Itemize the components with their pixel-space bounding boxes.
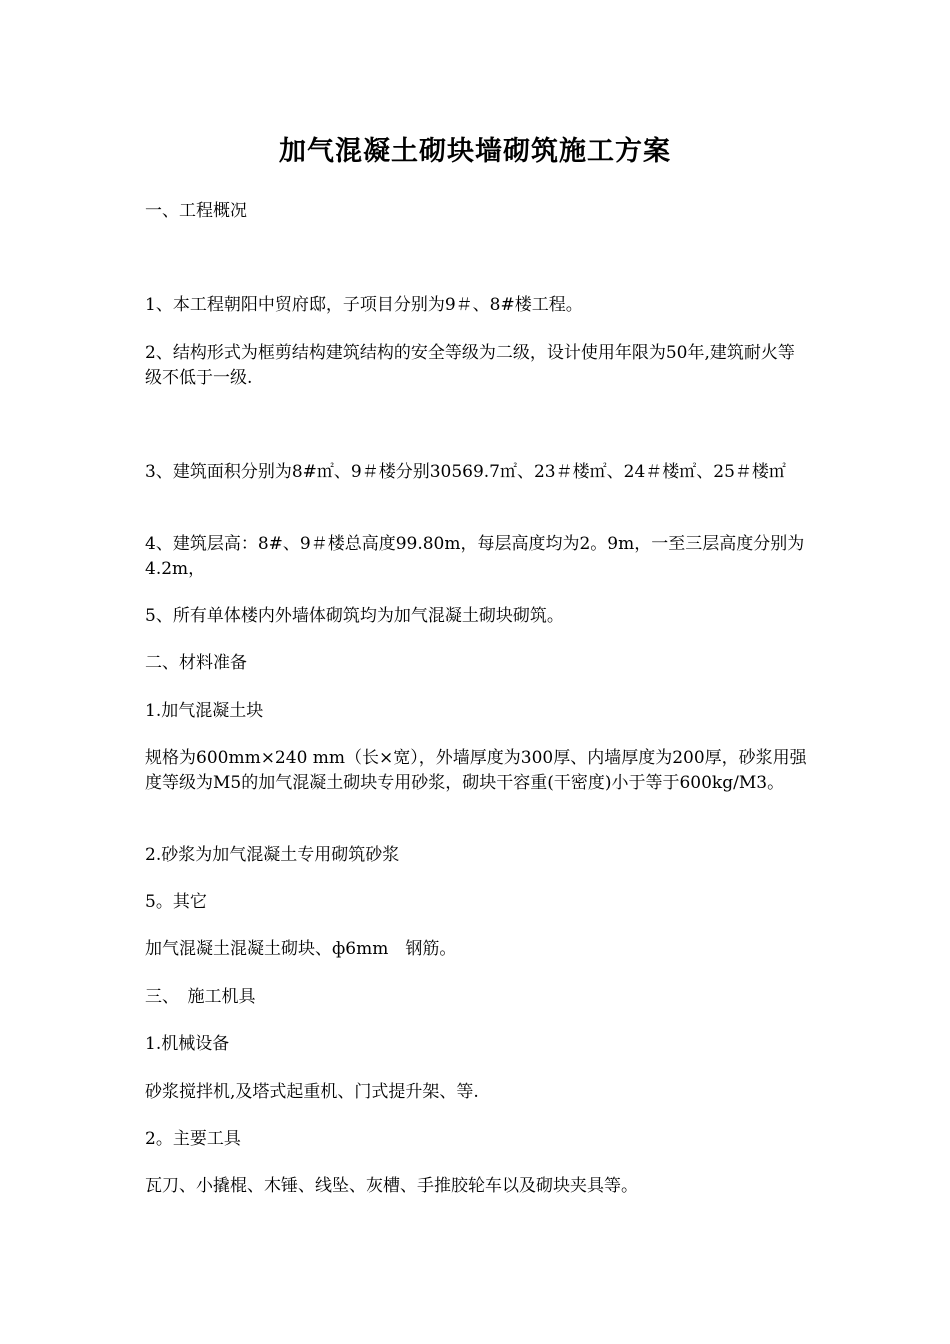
paragraph-floor-height: 4、建筑层高：8#、9＃楼总高度99.80m，每层高度均为2。9m，一至三层高度分别为4.2m，: [145, 534, 805, 579]
section-heading-overview: 一、工程概况: [145, 201, 247, 221]
section-heading-equipment: 三、 施工机具: [145, 987, 256, 1007]
paragraph-project-name: 1、本工程朝阳中贸府邸，子项目分别为9＃、8#楼工程。: [145, 295, 583, 315]
paragraph-wall-material: 5、所有单体楼内外墙体砌筑均为加气混凝土砌块砌筑。: [145, 606, 564, 626]
subheading-other: 5。其它: [145, 892, 207, 912]
paragraph-machinery-list: 砂浆搅拌机,及塔式起重机、门式提升架、等.: [145, 1082, 479, 1102]
paragraph-structure-form: 2、结构形式为框剪结构建筑结构的安全等级为二级，设计使用年限为50年,建筑耐火等级不低于一级.: [145, 343, 795, 388]
paragraph-tools-list: 瓦刀、小撬棍、木锤、线坠、灰槽、手推胶轮车以及砌块夹具等。: [145, 1176, 638, 1196]
document-title: 加气混凝土砌块墙砌筑施工方案: [279, 136, 671, 167]
paragraph-block-specification: 规格为600mm×240 mm（长×宽），外墙厚度为300厚、内墙厚度为200厚，砂浆用强度等级为M5的加气混凝土砌块专用砂浆，砌块干容重(干密度)小于等于600kg/M3。: [145, 748, 807, 793]
section-heading-materials: 二、材料准备: [145, 653, 247, 673]
paragraph-other-materials: 加气混凝土混凝土砌块、ф6mm 钢筋。: [145, 939, 457, 959]
subheading-machinery: 1.机械设备: [145, 1034, 230, 1054]
subheading-mortar: 2.砂浆为加气混凝土专用砌筑砂浆: [145, 845, 400, 865]
subheading-aerated-block: 1.加气混凝土块: [145, 701, 264, 721]
subheading-main-tools: 2。主要工具: [145, 1129, 241, 1149]
paragraph-building-area: 3、建筑面积分别为8#㎡、9＃楼分别30569.7㎡、23＃楼㎡、24＃楼㎡、25＃楼㎡: [145, 462, 786, 482]
